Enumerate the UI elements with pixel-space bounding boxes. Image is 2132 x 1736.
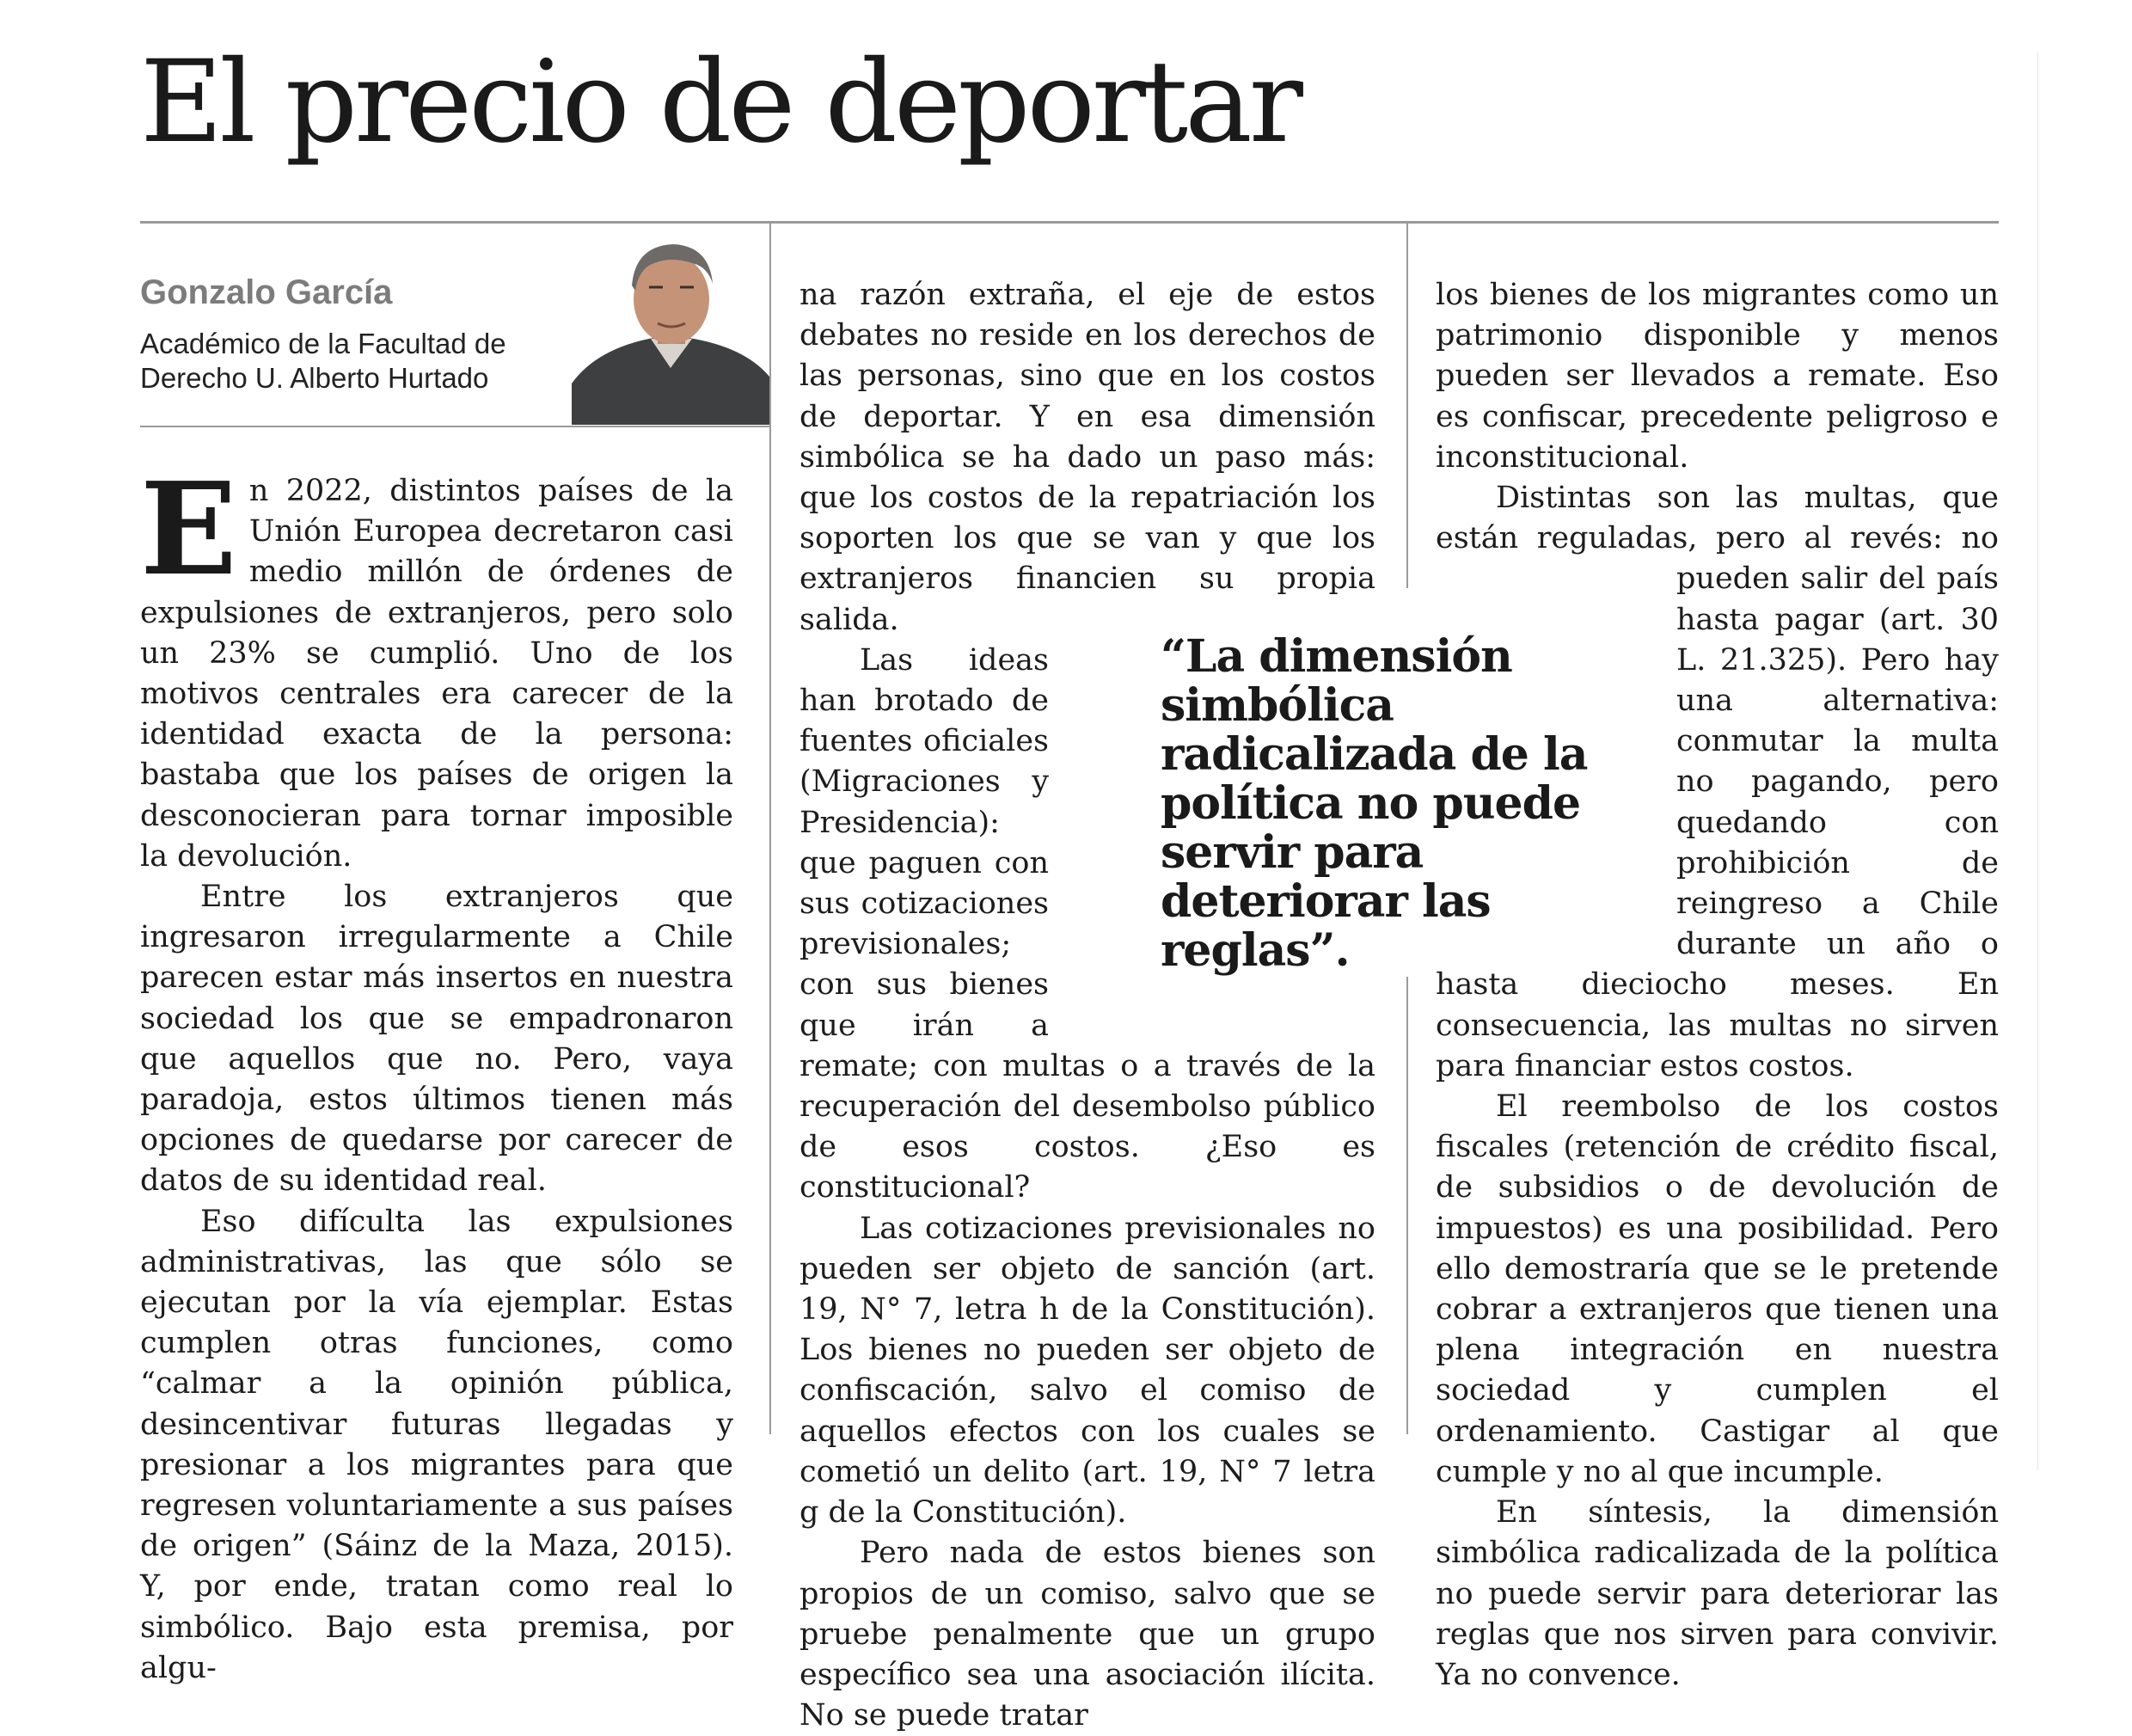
paragraph: Las cotizaciones previsionales no pueden ser objeto de sanción (art. 19, N° 7, letra h de la Constitución). Los bienes no pueden ser objeto de confiscación, salvo el comiso de aquellos efectos con los cuales se cometió un delito (art. 19, N° 7 letra g de la Constitución). — [800, 1211, 1375, 1531]
column-3 — [1436, 275, 1999, 1696]
paragraph: El reembolso de los costos fiscales (retención de crédito fiscal, de subsidios o de devolución de impuestos) es una posibilidad. Pero ello demostraría que se le pretende cobrar a extranjeros que tienen una plena integración en nuestra sociedad y cumplen el ordenamiento. Castigar al que cumple y no al que incumple. — [1436, 1089, 1999, 1489]
column-divider-1 — [769, 222, 771, 1434]
paragraph: Las ideas han brotado de fuentes oficiales (Migraciones y Presidencia): que paguen con sus cotizaciones previsionales; con sus bienes que irán a remate; con multas o a través de la recuperación del desembolso público de esos costos. ¿Eso es constitucional? — [800, 642, 1375, 1205]
column-2 — [800, 275, 1375, 1736]
paragraph: Entre los extranjeros que ingresaron irregularmente a Chile parecen estar más insertos en nuestra sociedad los que se empadronaron que aquellos que no. Pero, vaya paradoja, estos últimos tienen más opciones de quedarse por carecer de datos de su identidad real. — [140, 880, 733, 1199]
page-edge — [2037, 52, 2038, 1470]
column-divider-2-upper — [1406, 222, 1408, 588]
paragraph: Pero nada de estos bienes son propios de un comiso, salvo que se pruebe penalmente que un grupo específico sea una asociación ilícita. No se puede tratar — [800, 1536, 1375, 1733]
pull-quote: “La dimensión simbólica radicalizada de la política no puede servir para deteriorar las reglas”. — [1161, 630, 1588, 977]
top-rule — [140, 221, 1999, 224]
paragraph: En síntesis, la dimensión simbólica radicalizada de la política no puede servir para deteriorar las reglas que nos sirven para convivir. Ya no convence. — [1436, 1495, 1999, 1692]
paragraph: n 2022, distintos países de la Unión Europea decretaron casi medio millón de órdenes de expulsiones de extranjeros, pero solo un 23% se cumplió. Uno de los motivos centrales era carecer de la identidad exacta de la persona: bastaba que los países de origen la desconocieran para tornar imposible la devolución. — [140, 474, 733, 874]
paragraph: na razón extraña, el eje de estos debates no reside en los derechos de las personas, sino que en los costos de deportar. Y en esa dimensión simbólica se ha dado un paso más: que los costos de la repatriación los soporten los que se van y que los extranjeros financien su propia salida. — [800, 278, 1375, 637]
headline: El precio de deportar — [140, 36, 1300, 169]
paragraph: Eso difículta las expulsiones administrativas, las que sólo se ejecutan por la vía ejemplar. Estas cumplen otras funciones, como “calmar a la opinión pública, desincentivar futuras llegadas y presionar a los migrantes para que regresen voluntariamente a sus países de origen” (Sáinz de la Maza, 2015). Y, por ende, tratan como real lo simbólico. Bajo esta premisa, por algu- — [140, 1204, 733, 1685]
drop-cap: E — [140, 454, 237, 604]
author-role: Académico de la Facultad de Derecho U. Alberto Hurtado — [140, 328, 506, 394]
paragraph: los bienes de los migrantes como un patrimonio disponible y menos pueden ser llevados a remate. Eso es confiscar, precedente peligroso e inconstitucional. — [1436, 278, 1999, 475]
paragraph: Distintas son las multas, que están reguladas, pero al revés: no pueden salir del país hasta pagar (art. 30 L. 21.325). Pero hay una alternativa: conmutar la multa no pagando, pero quedando con prohibición de reingreso a Chile durante un año o hasta dieciocho meses. En consecuencia, las multas no sirven para financiar estos costos. — [1436, 481, 1999, 1083]
column-divider-2-lower — [1406, 977, 1408, 1434]
author-portrait — [572, 237, 769, 425]
byline-rule — [140, 426, 769, 427]
byline — [140, 273, 622, 396]
author-photo-icon — [572, 237, 769, 425]
author-name: Gonzalo García — [140, 273, 393, 311]
column-1 — [140, 454, 733, 1689]
